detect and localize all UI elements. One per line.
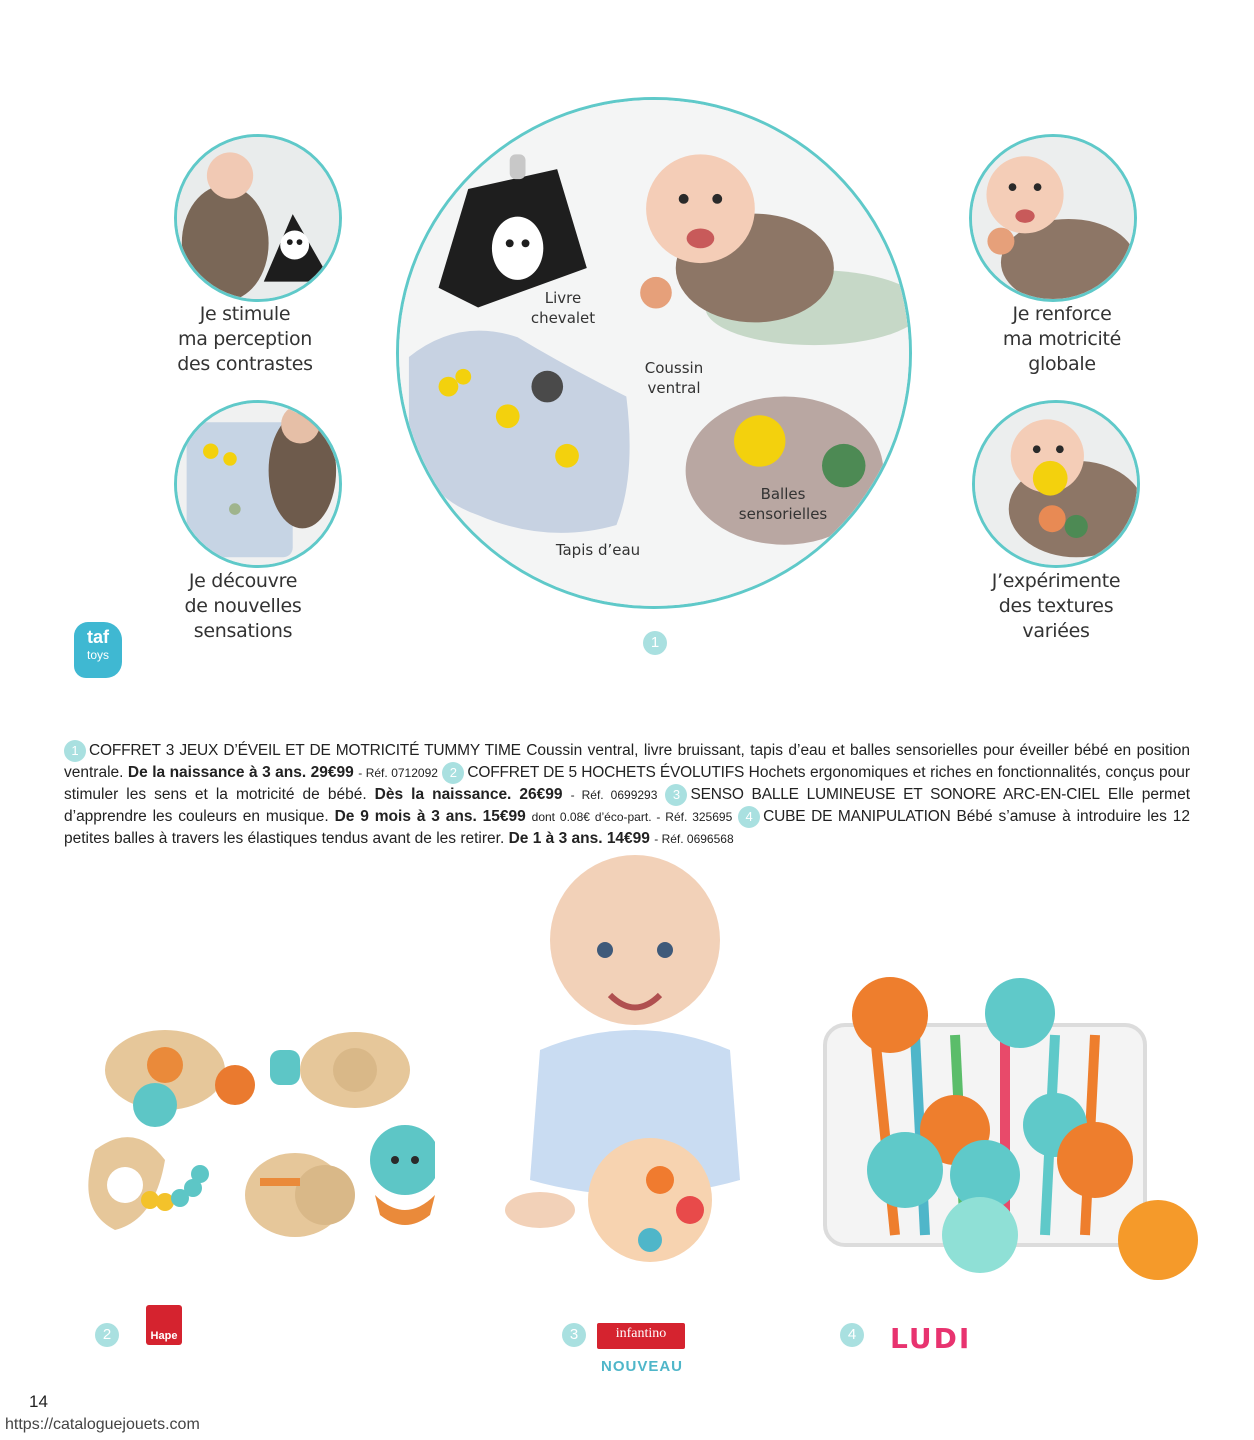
marker-inline-3: 3 xyxy=(665,784,687,806)
product-4-ref: - Réf. 0696568 xyxy=(654,832,734,847)
caption-bottom-right: J’expérimente des textures variées xyxy=(991,570,1121,642)
taf-toys-logo: taf toys xyxy=(74,622,122,678)
caption-top-left: Je stimule ma perception des contrastes xyxy=(177,303,313,375)
marker-inline-4: 4 xyxy=(738,806,760,828)
product-1-age-price: De la naissance à 3 ans. 29€99 xyxy=(127,764,354,782)
marker-inline-2: 2 xyxy=(442,762,464,784)
caption-top-right: Je renforce ma motricité globale xyxy=(1002,303,1122,375)
site-url-link[interactable]: https://cataloguejouets.com xyxy=(5,1416,200,1433)
label-coussin-ventral: Coussin ventral xyxy=(644,359,704,397)
page-number: 14 xyxy=(29,1392,48,1411)
caption-bottom-left: Je découvre de nouvelles sensations xyxy=(184,570,302,642)
product-4-desc: Bébé s’amuse à introduire les 12 petites balles à travers les élastiques tendus avant de les retirer. xyxy=(64,808,1191,848)
photo-manipulation-cube xyxy=(815,965,1215,1295)
product-2-desc: Hochets ergonomiques et riches en fonctionnalités, conçus pour stimuler les sens et la motricité de bébé. xyxy=(64,764,1191,804)
product-4-age-price: De 1 à 3 ans. 14€99 xyxy=(508,830,650,848)
photo-tummy-time-set xyxy=(396,97,912,609)
product-3-age-price: De 9 mois à 3 ans. 15€99 xyxy=(334,808,526,826)
photo-motricite xyxy=(969,134,1137,302)
label-balles-sensorielles: Balles sensorielles xyxy=(738,485,828,523)
product-3-desc: Elle permet d’apprendre les couleurs en musique. xyxy=(64,786,1191,826)
marker-1: 1 xyxy=(643,631,667,655)
marker-3: 3 xyxy=(562,1323,586,1347)
product-descriptions xyxy=(64,740,1190,850)
product-2-age-price: Dès la naissance. 26€99 xyxy=(374,786,563,804)
nouveau-badge: NOUVEAU xyxy=(600,1358,683,1375)
photo-wooden-rattles xyxy=(55,1010,435,1280)
product-2-title: COFFRET DE 5 HOCHETS ÉVOLUTIFS xyxy=(467,764,745,782)
label-tapis-eau: Tapis d’eau xyxy=(555,541,641,559)
photo-contrast-book xyxy=(174,134,342,302)
photo-water-mat xyxy=(174,400,342,568)
product-1-ref: - Réf. 0712092 xyxy=(358,766,438,781)
photo-baby-light-ball xyxy=(500,850,780,1290)
product-4-title: CUBE DE MANIPULATION xyxy=(763,808,951,826)
label-livre-chevalet: Livre chevalet xyxy=(530,289,596,327)
marker-2: 2 xyxy=(95,1323,119,1347)
photo-textures xyxy=(972,400,1140,568)
product-1-desc: Coussin ventral, livre bruissant, tapis d’eau et balles sensorielles pour éveiller bébé en position ventrale. xyxy=(64,742,1190,782)
product-3-ref: dont 0.08€ d’éco-part. - Réf. 325695 xyxy=(531,810,733,825)
hape-logo: Hape xyxy=(146,1305,182,1345)
product-3-title: SENSO BALLE LUMINEUSE ET SONORE ARC-EN-CIEL xyxy=(690,786,1100,804)
product-2-ref: - Réf. 0699293 xyxy=(570,788,658,803)
marker-inline-1: 1 xyxy=(64,740,86,762)
marker-4: 4 xyxy=(840,1323,864,1347)
ludi-logo: LUDI xyxy=(890,1322,972,1355)
product-1-title: COFFRET 3 JEUX D’ÉVEIL ET DE MOTRICITÉ TUMMY TIME xyxy=(89,742,521,760)
infantino-logo: infantino xyxy=(597,1323,685,1349)
